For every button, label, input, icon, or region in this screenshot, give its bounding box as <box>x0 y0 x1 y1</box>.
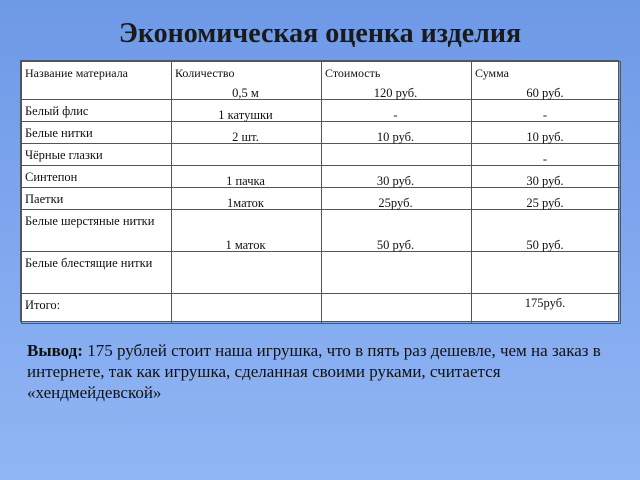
cell-cost: - <box>322 122 472 144</box>
header-sum: Сумма <box>472 62 621 100</box>
estimate-table <box>20 60 619 322</box>
conclusion-text: 175 рублей стоит наша игрушка, что в пять раз дешевле, чем на заказ в интернете, так как игрушка, сделанная своими руками, считается «хендмейдевской» <box>27 341 601 402</box>
cell-sum: 50 руб. <box>472 252 621 294</box>
cell-quantity: 0,5 м <box>172 100 322 122</box>
cell-sum: 175руб. <box>472 294 621 324</box>
conclusion-label: Вывод: <box>27 341 83 360</box>
cell-sum: 30 руб. <box>472 188 621 210</box>
cell-cost: 50 руб. <box>322 252 472 294</box>
slide-title: Экономическая оценка изделия <box>118 18 522 49</box>
conclusion-paragraph <box>27 340 617 403</box>
cell-material: Белый флис <box>22 100 172 122</box>
cell-cost: 30 руб. <box>322 188 472 210</box>
cell-material: Белые нитки <box>22 122 172 144</box>
cell-sum: - <box>472 166 621 188</box>
table-row <box>22 252 621 294</box>
cell-material: Белые шерстяные нитки <box>22 210 172 252</box>
cell-material: Белые блестящие нитки <box>22 252 172 294</box>
cell-cost: 25руб. <box>322 210 472 252</box>
cell-material: Синтепон <box>22 166 172 188</box>
cell-cost: 120 руб. <box>322 100 472 122</box>
header-cost: Стоимость <box>322 62 472 100</box>
header-quantity: Количество <box>172 62 322 100</box>
cell-cost: 10 руб. <box>322 144 472 166</box>
header-material: Название материала <box>22 62 172 100</box>
cell-quantity: 2 шт. <box>172 144 322 166</box>
cell-material: Паетки <box>22 188 172 210</box>
cell-quantity: 1маток <box>172 210 322 252</box>
cell-quantity: 1 маток <box>172 252 322 294</box>
cell-sum: 10 руб. <box>472 144 621 166</box>
cell-sum: 25 руб. <box>472 210 621 252</box>
cell-material: Итого: <box>22 294 172 324</box>
cell-sum: 60 руб. <box>472 100 621 122</box>
cell-material: Чёрные глазки <box>22 144 172 166</box>
cell-sum: - <box>472 122 621 144</box>
cell-quantity <box>172 294 322 324</box>
cell-cost <box>322 294 472 324</box>
table-total-row <box>22 294 621 324</box>
cell-quantity: 1 катушки <box>172 122 322 144</box>
cell-quantity: 1 пачка <box>172 188 322 210</box>
